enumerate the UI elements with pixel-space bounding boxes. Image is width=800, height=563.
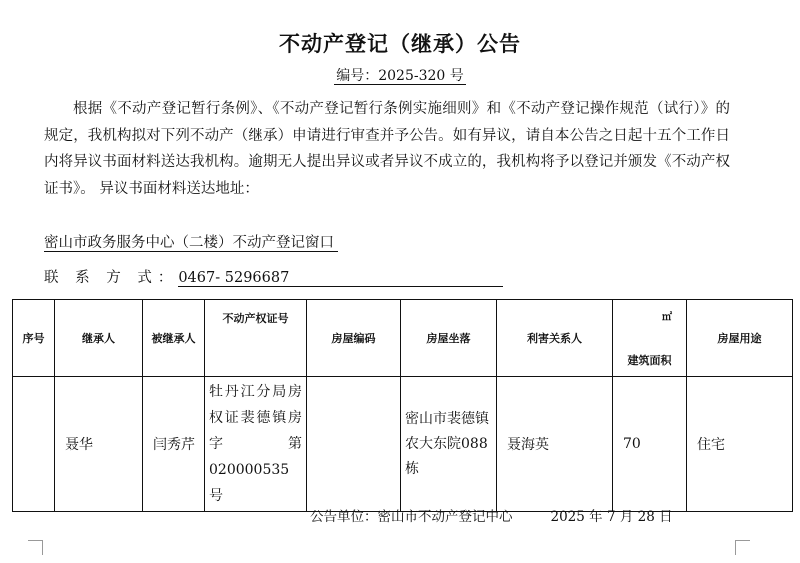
page-title: 不动产登记（继承）公告: [279, 31, 521, 56]
header-area-label: 建筑面积: [627, 354, 672, 367]
cell-usage: 住宅: [687, 377, 793, 512]
header-interested-party: 利害关系人: [497, 300, 613, 377]
header-cert-no: 不动产权证号: [205, 300, 307, 377]
property-table: [12, 299, 793, 512]
cell-heir: 聂华: [55, 377, 143, 512]
header-decedent: 被继承人: [143, 300, 205, 377]
cell-seq: [13, 377, 55, 512]
header-location: 房屋坐落: [401, 300, 497, 377]
header-seq: 序号: [13, 300, 55, 377]
header-usage: 房屋用途: [687, 300, 793, 377]
table-header-row: [13, 300, 793, 377]
cell-area: 70: [613, 377, 687, 512]
header-heir: 继承人: [55, 300, 143, 377]
cell-decedent: 闫秀芹: [143, 377, 205, 512]
issue-date: 2025 年 7 月 28 日: [550, 509, 673, 525]
notice-body: 根据《不动产登记暂行条例》、《不动产登记暂行条例实施细则》和《不动产登记操作规范（试行）》的规定，我机构拟对下列不动产（继承）申请进行审查并予公告。如有异议，请自本公告之日起十五个工作日内将异议书面材料送达我机构。逾期无人提出异议或者异议不成立的，我机构将予以登记并颁发《不动产权证书》。 异议书面材料送达地址：: [44, 101, 730, 197]
cell-interested-party: 聂海英: [497, 377, 613, 512]
objection-address-text: 密山市政务服务中心（二楼）不动产登记窗口: [44, 235, 338, 252]
header-house-code: 房屋编码: [307, 300, 401, 377]
footer: [310, 505, 673, 525]
contact-line: [44, 266, 503, 287]
contact-phone: 0467- 5296687: [178, 270, 503, 287]
cell-cert-no: 牡丹江分局房权证裴德镇房字 第020000535 号: [205, 377, 307, 512]
contact-label: 联 系 方 式：: [44, 270, 179, 286]
issuing-unit: 公告单位：密山市不动产登记中心: [310, 509, 513, 525]
document-number: [0, 65, 800, 85]
document-number-text: 编号：2025-320 号: [336, 68, 464, 84]
cell-house-code: [307, 377, 401, 512]
cell-location: 密山市裴德镇农大东院088栋: [401, 377, 497, 512]
header-area-unit: ㎡: [662, 312, 672, 323]
objection-address: [44, 231, 338, 252]
header-area: [613, 300, 687, 377]
table-row: [13, 377, 793, 512]
page-corner-mark-right: [735, 540, 750, 555]
page-corner-mark-left: [28, 540, 43, 555]
